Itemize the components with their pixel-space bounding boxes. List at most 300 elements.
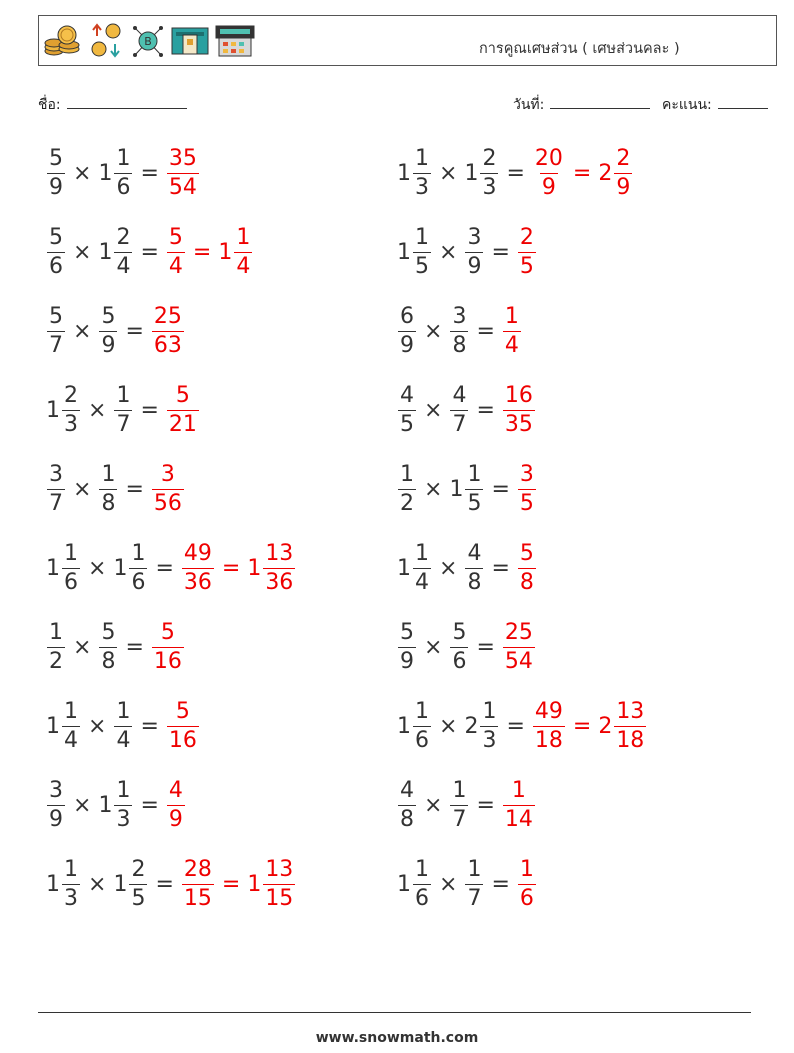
numerator: 1 bbox=[49, 619, 63, 645]
denominator: 6 bbox=[49, 253, 63, 279]
multiply-sign: × bbox=[424, 792, 443, 818]
denominator: 9 bbox=[400, 648, 414, 674]
denominator: 7 bbox=[49, 490, 63, 516]
equals-sign: = bbox=[491, 555, 510, 581]
fraction bbox=[398, 303, 416, 358]
operand-number bbox=[464, 540, 484, 595]
equals-sign: = bbox=[491, 871, 510, 897]
equals-sign: = bbox=[572, 160, 592, 186]
answer-number bbox=[181, 540, 215, 595]
numerator: 49 bbox=[183, 540, 212, 566]
fraction bbox=[614, 698, 646, 753]
numerator: 5 bbox=[49, 145, 63, 171]
footer-divider bbox=[38, 1012, 751, 1013]
denominator: 3 bbox=[64, 411, 78, 437]
denominator: 5 bbox=[519, 253, 534, 279]
fraction bbox=[263, 856, 295, 911]
multiply-sign: × bbox=[88, 871, 107, 897]
answer-number bbox=[517, 540, 537, 595]
problem-8 bbox=[397, 380, 536, 440]
fraction bbox=[99, 303, 117, 358]
multiply-sign: × bbox=[88, 555, 107, 581]
fraction bbox=[114, 698, 132, 753]
fraction bbox=[398, 619, 416, 674]
fraction bbox=[47, 303, 65, 358]
denominator: 16 bbox=[153, 648, 182, 674]
denominator: 15 bbox=[183, 885, 212, 911]
fraction bbox=[450, 382, 468, 437]
fraction bbox=[167, 698, 199, 753]
answer-number bbox=[166, 777, 186, 832]
denominator: 16 bbox=[168, 727, 197, 753]
whole-part: 2 bbox=[598, 160, 613, 186]
denominator: 6 bbox=[116, 174, 131, 200]
numerator: 5 bbox=[175, 382, 190, 408]
numerator: 6 bbox=[400, 303, 414, 329]
whole-part: 1 bbox=[46, 397, 60, 423]
operand-number bbox=[98, 224, 133, 279]
fraction bbox=[480, 145, 498, 200]
answer-number bbox=[247, 540, 296, 595]
whole-part: 1 bbox=[397, 871, 411, 897]
operand-number bbox=[397, 303, 417, 358]
denominator: 9 bbox=[168, 806, 183, 832]
answer-number bbox=[598, 698, 647, 753]
denominator: 8 bbox=[519, 569, 534, 595]
multiply-sign: × bbox=[73, 476, 92, 502]
numerator: 1 bbox=[400, 461, 414, 487]
answer-number bbox=[166, 224, 186, 279]
fraction bbox=[47, 619, 65, 674]
fraction bbox=[533, 698, 565, 753]
denominator: 3 bbox=[482, 174, 497, 200]
whole-part: 1 bbox=[98, 160, 113, 186]
denominator: 3 bbox=[482, 727, 497, 753]
fraction bbox=[62, 540, 80, 595]
numerator: 2 bbox=[482, 145, 497, 171]
numerator: 2 bbox=[116, 224, 131, 250]
numerator: 35 bbox=[168, 145, 197, 171]
denominator: 7 bbox=[116, 411, 131, 437]
fraction bbox=[503, 777, 535, 832]
multiply-sign: × bbox=[424, 318, 443, 344]
operand-number bbox=[46, 382, 81, 437]
denominator: 9 bbox=[467, 253, 482, 279]
fraction bbox=[167, 777, 185, 832]
operand-number bbox=[397, 145, 432, 200]
answer-number bbox=[517, 224, 537, 279]
numerator: 1 bbox=[116, 698, 131, 724]
answer-number bbox=[502, 777, 536, 832]
multiply-sign: × bbox=[439, 160, 458, 186]
multiply-sign: × bbox=[424, 634, 443, 660]
fraction bbox=[129, 540, 147, 595]
denominator: 5 bbox=[131, 885, 146, 911]
denominator: 35 bbox=[504, 411, 533, 437]
whole-part: 1 bbox=[113, 871, 128, 897]
numerator: 5 bbox=[400, 619, 414, 645]
operand-number bbox=[98, 619, 118, 674]
numerator: 2 bbox=[64, 382, 78, 408]
equals-sign: = bbox=[476, 792, 495, 818]
numerator: 1 bbox=[116, 382, 131, 408]
numerator: 4 bbox=[467, 540, 482, 566]
fraction bbox=[99, 461, 117, 516]
operand-number bbox=[46, 619, 66, 674]
fraction bbox=[167, 382, 199, 437]
denominator: 9 bbox=[616, 174, 631, 200]
denominator: 36 bbox=[265, 569, 294, 595]
whole-part: 1 bbox=[397, 555, 411, 581]
equals-sign: = bbox=[506, 160, 525, 186]
operand-number bbox=[397, 698, 432, 753]
fraction bbox=[413, 698, 431, 753]
operand-number bbox=[46, 698, 81, 753]
multiply-sign: × bbox=[439, 871, 458, 897]
numerator: 1 bbox=[64, 540, 78, 566]
problem-18 bbox=[397, 775, 536, 835]
denominator: 15 bbox=[265, 885, 294, 911]
fraction bbox=[182, 856, 214, 911]
numerator: 3 bbox=[49, 461, 63, 487]
multiply-sign: × bbox=[88, 397, 107, 423]
operand-number bbox=[46, 540, 81, 595]
multiply-sign: × bbox=[73, 634, 92, 660]
numerator: 1 bbox=[511, 777, 526, 803]
answer-number bbox=[517, 461, 537, 516]
whole-part: 1 bbox=[98, 239, 113, 265]
equals-sign: = bbox=[506, 713, 525, 739]
fraction bbox=[47, 145, 65, 200]
problem-19 bbox=[46, 854, 296, 914]
numerator: 1 bbox=[452, 777, 467, 803]
equals-sign: = bbox=[221, 871, 241, 897]
fraction bbox=[465, 461, 483, 516]
fraction bbox=[99, 619, 117, 674]
fraction bbox=[114, 145, 132, 200]
fraction bbox=[129, 856, 147, 911]
fraction bbox=[398, 461, 416, 516]
whole-part: 1 bbox=[46, 713, 60, 739]
numerator: 16 bbox=[504, 382, 533, 408]
answer-number bbox=[218, 224, 253, 279]
denominator: 5 bbox=[519, 490, 534, 516]
equals-sign: = bbox=[140, 397, 159, 423]
denominator: 4 bbox=[116, 727, 131, 753]
fraction bbox=[503, 303, 521, 358]
operand-number bbox=[449, 619, 469, 674]
whole-part: 1 bbox=[464, 160, 479, 186]
multiply-sign: × bbox=[439, 555, 458, 581]
fraction bbox=[413, 224, 431, 279]
fraction bbox=[62, 698, 80, 753]
numerator: 5 bbox=[452, 619, 467, 645]
denominator: 6 bbox=[452, 648, 467, 674]
equals-sign: = bbox=[140, 713, 159, 739]
equals-sign: = bbox=[221, 555, 241, 581]
operand-number bbox=[397, 461, 417, 516]
equals-sign: = bbox=[476, 634, 495, 660]
equals-sign: = bbox=[491, 476, 510, 502]
answer-number bbox=[166, 382, 200, 437]
problem-7 bbox=[46, 380, 200, 440]
whole-part: 1 bbox=[218, 239, 233, 265]
multiply-sign: × bbox=[73, 318, 92, 344]
fraction bbox=[398, 777, 416, 832]
numerator: 3 bbox=[467, 224, 482, 250]
denominator: 4 bbox=[236, 253, 251, 279]
whole-part: 1 bbox=[46, 555, 60, 581]
operand-number bbox=[46, 145, 66, 200]
numerator: 2 bbox=[131, 856, 146, 882]
numerator: 2 bbox=[616, 145, 631, 171]
fraction bbox=[152, 619, 184, 674]
answer-number bbox=[166, 145, 200, 200]
fraction bbox=[518, 856, 536, 911]
fraction bbox=[263, 540, 295, 595]
equals-sign: = bbox=[140, 160, 159, 186]
fraction bbox=[114, 382, 132, 437]
whole-part: 2 bbox=[464, 713, 479, 739]
fraction bbox=[47, 777, 65, 832]
fraction bbox=[480, 698, 498, 753]
denominator: 18 bbox=[534, 727, 563, 753]
denominator: 4 bbox=[415, 569, 429, 595]
problem-5 bbox=[46, 301, 185, 361]
problem-20 bbox=[397, 854, 537, 914]
problem-14 bbox=[397, 617, 536, 677]
footer-url: www.snowmath.com bbox=[315, 1030, 479, 1046]
numerator: 13 bbox=[265, 540, 294, 566]
denominator: 54 bbox=[168, 174, 197, 200]
numerator: 1 bbox=[467, 461, 482, 487]
numerator: 3 bbox=[452, 303, 467, 329]
fraction bbox=[398, 382, 416, 437]
multiply-sign: × bbox=[73, 239, 92, 265]
fraction bbox=[167, 224, 185, 279]
operand-number bbox=[98, 145, 133, 200]
fraction bbox=[62, 856, 80, 911]
operand-number bbox=[98, 461, 118, 516]
equals-sign: = bbox=[192, 239, 212, 265]
denominator: 4 bbox=[64, 727, 78, 753]
denominator: 9 bbox=[101, 332, 116, 358]
numerator: 1 bbox=[236, 224, 251, 250]
equals-sign: = bbox=[125, 318, 144, 344]
answer-number bbox=[247, 856, 296, 911]
answer-number bbox=[502, 382, 536, 437]
denominator: 3 bbox=[415, 174, 429, 200]
fraction bbox=[450, 777, 468, 832]
equals-sign: = bbox=[155, 871, 174, 897]
numerator: 5 bbox=[519, 540, 534, 566]
multiply-sign: × bbox=[424, 476, 443, 502]
fraction bbox=[152, 461, 184, 516]
denominator: 7 bbox=[49, 332, 63, 358]
numerator: 20 bbox=[534, 145, 563, 171]
denominator: 4 bbox=[168, 253, 183, 279]
denominator: 9 bbox=[49, 174, 63, 200]
operand-number bbox=[46, 777, 66, 832]
denominator: 2 bbox=[400, 490, 414, 516]
numerator: 1 bbox=[504, 303, 519, 329]
operand-number bbox=[113, 540, 148, 595]
denominator: 9 bbox=[400, 332, 414, 358]
equals-sign: = bbox=[125, 476, 144, 502]
fraction bbox=[614, 145, 632, 200]
whole-part: 1 bbox=[113, 555, 128, 581]
operand-number bbox=[397, 224, 432, 279]
numerator: 25 bbox=[153, 303, 182, 329]
denominator: 9 bbox=[49, 806, 63, 832]
equals-sign: = bbox=[140, 239, 159, 265]
operand-number bbox=[46, 856, 81, 911]
denominator: 5 bbox=[415, 253, 429, 279]
denominator: 8 bbox=[101, 648, 116, 674]
denominator: 9 bbox=[541, 174, 556, 200]
name-label: ชื่อ: bbox=[38, 97, 61, 113]
whole-part: 1 bbox=[397, 160, 411, 186]
multiply-sign: × bbox=[439, 239, 458, 265]
problem-9 bbox=[46, 459, 185, 519]
answer-number bbox=[151, 461, 185, 516]
fraction bbox=[167, 145, 199, 200]
equals-sign: = bbox=[476, 318, 495, 344]
fraction bbox=[465, 224, 483, 279]
denominator: 56 bbox=[153, 490, 182, 516]
problem-4 bbox=[397, 222, 537, 282]
numerator: 1 bbox=[116, 145, 131, 171]
problem-15 bbox=[46, 696, 200, 756]
denominator: 8 bbox=[467, 569, 482, 595]
numerator: 5 bbox=[168, 224, 183, 250]
denominator: 6 bbox=[64, 569, 78, 595]
denominator: 6 bbox=[131, 569, 146, 595]
problem-16 bbox=[397, 696, 647, 756]
whole-part: 1 bbox=[449, 476, 464, 502]
numerator: 3 bbox=[49, 777, 63, 803]
denominator: 21 bbox=[168, 411, 197, 437]
numerator: 13 bbox=[265, 856, 294, 882]
answer-number bbox=[166, 698, 200, 753]
numerator: 3 bbox=[160, 461, 175, 487]
whole-part: 1 bbox=[397, 239, 411, 265]
numerator: 2 bbox=[519, 224, 534, 250]
numerator: 13 bbox=[616, 698, 645, 724]
denominator: 3 bbox=[64, 885, 78, 911]
operand-number bbox=[113, 382, 133, 437]
equals-sign: = bbox=[125, 634, 144, 660]
numerator: 1 bbox=[116, 777, 131, 803]
fraction bbox=[47, 461, 65, 516]
whole-part: 2 bbox=[598, 713, 613, 739]
whole-part: 1 bbox=[397, 713, 411, 739]
denominator: 6 bbox=[415, 727, 429, 753]
numerator: 4 bbox=[400, 382, 414, 408]
fraction bbox=[114, 777, 132, 832]
answer-number bbox=[502, 619, 536, 674]
problem-10 bbox=[397, 459, 537, 519]
operand-number bbox=[449, 303, 469, 358]
equals-sign: = bbox=[572, 713, 592, 739]
equals-sign: = bbox=[140, 792, 159, 818]
denominator: 4 bbox=[504, 332, 519, 358]
numerator: 28 bbox=[183, 856, 212, 882]
numerator: 1 bbox=[415, 145, 429, 171]
problem-1 bbox=[46, 143, 200, 203]
denominator: 63 bbox=[153, 332, 182, 358]
answer-number bbox=[151, 619, 185, 674]
denominator: 8 bbox=[400, 806, 414, 832]
denominator: 2 bbox=[49, 648, 63, 674]
denominator: 54 bbox=[504, 648, 533, 674]
numerator: 5 bbox=[101, 619, 116, 645]
denominator: 5 bbox=[400, 411, 414, 437]
answer-number bbox=[532, 145, 566, 200]
answer-number bbox=[181, 856, 215, 911]
numerator: 5 bbox=[49, 224, 63, 250]
numerator: 4 bbox=[400, 777, 414, 803]
answer-number bbox=[517, 856, 537, 911]
numerator: 1 bbox=[415, 698, 429, 724]
operand-number bbox=[98, 303, 118, 358]
answer-number bbox=[151, 303, 185, 358]
whole-part: 1 bbox=[46, 871, 60, 897]
multiply-sign: × bbox=[88, 713, 107, 739]
numerator: 1 bbox=[415, 224, 429, 250]
answer-number bbox=[532, 698, 566, 753]
worksheet-title: การคูณเศษส่วน ( เศษส่วนคละ ) bbox=[479, 41, 680, 57]
operand-number bbox=[113, 698, 133, 753]
fraction bbox=[450, 619, 468, 674]
operand-number bbox=[464, 145, 499, 200]
operand-number bbox=[449, 382, 469, 437]
equals-sign: = bbox=[491, 239, 510, 265]
operand-number bbox=[464, 856, 484, 911]
score-label: คะแนน: bbox=[662, 97, 712, 113]
denominator: 7 bbox=[452, 806, 467, 832]
problem-2 bbox=[397, 143, 633, 203]
fraction bbox=[152, 303, 184, 358]
fraction bbox=[518, 461, 536, 516]
multiply-sign: × bbox=[424, 397, 443, 423]
numerator: 1 bbox=[415, 856, 429, 882]
whole-part: 1 bbox=[247, 871, 262, 897]
denominator: 7 bbox=[467, 885, 482, 911]
operand-number bbox=[449, 461, 484, 516]
problem-12 bbox=[397, 538, 537, 598]
operand-number bbox=[464, 224, 484, 279]
operand-number bbox=[397, 540, 432, 595]
operand-number bbox=[113, 856, 148, 911]
numerator: 5 bbox=[101, 303, 116, 329]
denominator: 36 bbox=[183, 569, 212, 595]
numerator: 3 bbox=[519, 461, 534, 487]
denominator: 5 bbox=[467, 490, 482, 516]
fraction bbox=[47, 224, 65, 279]
fraction bbox=[114, 224, 132, 279]
date-label: วันที่: bbox=[513, 97, 545, 113]
svg-text:B: B bbox=[144, 35, 152, 48]
answer-number bbox=[502, 303, 522, 358]
fraction bbox=[533, 145, 565, 200]
numerator: 1 bbox=[101, 461, 116, 487]
numerator: 5 bbox=[160, 619, 175, 645]
numerator: 1 bbox=[415, 540, 429, 566]
fraction bbox=[413, 540, 431, 595]
fraction bbox=[465, 856, 483, 911]
fraction bbox=[465, 540, 483, 595]
